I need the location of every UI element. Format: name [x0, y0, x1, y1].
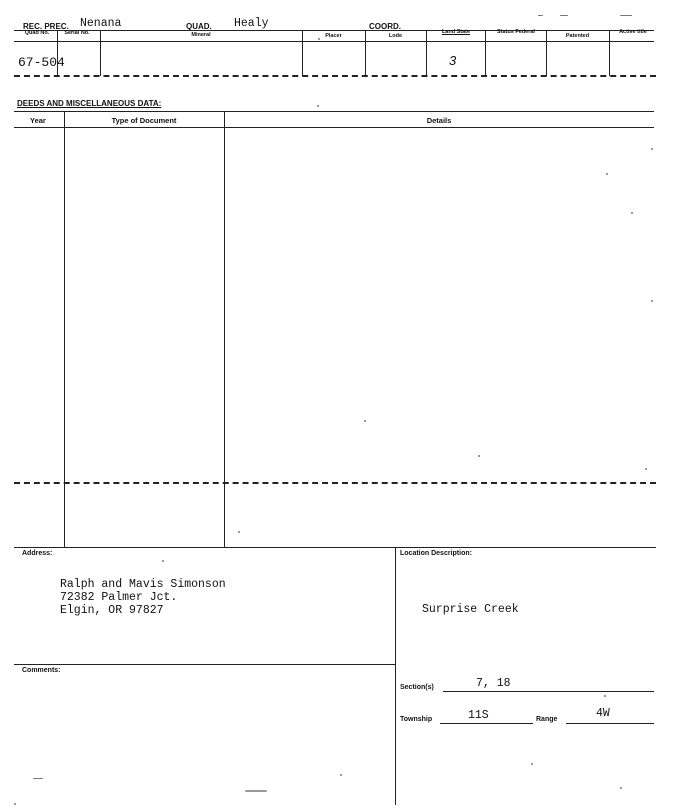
address-line: Ralph and Mavis Simonson	[60, 578, 226, 591]
quad-no-header: Quad No.	[24, 30, 50, 36]
land-state-value: 3	[449, 53, 457, 68]
scan-speck	[317, 105, 319, 107]
quad-no-value: 67-504	[18, 55, 65, 70]
scan-speck	[560, 15, 568, 16]
sections-value: 7, 18	[476, 677, 511, 690]
township-value: 11S	[468, 709, 489, 722]
scan-speck	[631, 212, 633, 214]
scan-speck	[162, 560, 164, 562]
scan-speck	[478, 455, 480, 457]
divider	[485, 30, 486, 76]
mineral-header: Mineral	[191, 32, 211, 38]
range-value: 4W	[596, 707, 610, 720]
address-line: 72382 Palmer Jct.	[60, 591, 178, 604]
patented-header: Patented	[565, 33, 590, 39]
serial-no-header: Serial No.	[64, 30, 90, 36]
location-description-value: Surprise Creek	[422, 603, 519, 616]
scan-speck	[645, 468, 647, 470]
scan-speck	[318, 38, 320, 40]
deeds-rule-top	[14, 111, 654, 112]
address-label: Address:	[22, 550, 53, 557]
year-column-header: Year	[30, 116, 46, 125]
address-line: Elgin, OR 97827	[60, 604, 164, 617]
sections-underline	[443, 691, 654, 692]
divider	[609, 30, 610, 76]
coord-label: COORD.	[369, 22, 401, 31]
township-underline	[440, 723, 533, 724]
quad-label: QUAD.	[186, 22, 212, 31]
id-table-bottom-rule	[14, 75, 656, 77]
address-rule-top	[14, 547, 656, 548]
location-description-label: Location Description:	[400, 550, 472, 557]
quad-value: Healy	[234, 17, 269, 30]
range-underline	[566, 723, 654, 724]
scan-speck	[238, 531, 240, 533]
scan-speck	[14, 803, 16, 805]
scan-speck	[364, 420, 366, 422]
scan-speck	[651, 148, 653, 150]
deeds-dashed-rule	[14, 482, 656, 484]
deeds-section-title: DEEDS AND MISCELLANEOUS DATA:	[17, 99, 162, 108]
divider	[426, 30, 427, 76]
scan-speck	[538, 15, 543, 16]
lower-center-divider	[395, 547, 396, 805]
scan-speck	[340, 774, 342, 776]
range-label: Range	[536, 716, 558, 723]
placer-header: Placer	[325, 33, 342, 39]
scan-speck	[651, 300, 653, 302]
header-rule-top	[14, 30, 654, 31]
status-federal-header: Status Federal	[497, 29, 535, 35]
scan-speck	[33, 778, 43, 779]
comments-rule-top	[14, 664, 395, 665]
scan-speck	[620, 15, 632, 16]
deeds-header-rule	[14, 127, 654, 128]
sections-label: Section(s)	[400, 684, 434, 691]
rec-prec-label: REC. PREC.	[23, 22, 69, 31]
id-table-header-rule	[14, 41, 654, 42]
scan-speck	[620, 787, 622, 789]
details-column-header: Details	[426, 116, 452, 125]
active-title-header: Active title	[619, 29, 647, 35]
type-of-document-column-header: Type of Document	[111, 116, 177, 125]
scan-speck	[606, 173, 608, 175]
comments-label: Comments:	[22, 667, 61, 674]
scan-speck	[531, 763, 533, 765]
scan-speck	[604, 695, 606, 697]
land-state-header: Land State	[441, 29, 471, 35]
lode-header: Lode	[388, 33, 403, 39]
township-label: Township	[400, 716, 433, 723]
rec-prec-value: Nenana	[80, 17, 122, 30]
scan-speck	[245, 790, 267, 792]
